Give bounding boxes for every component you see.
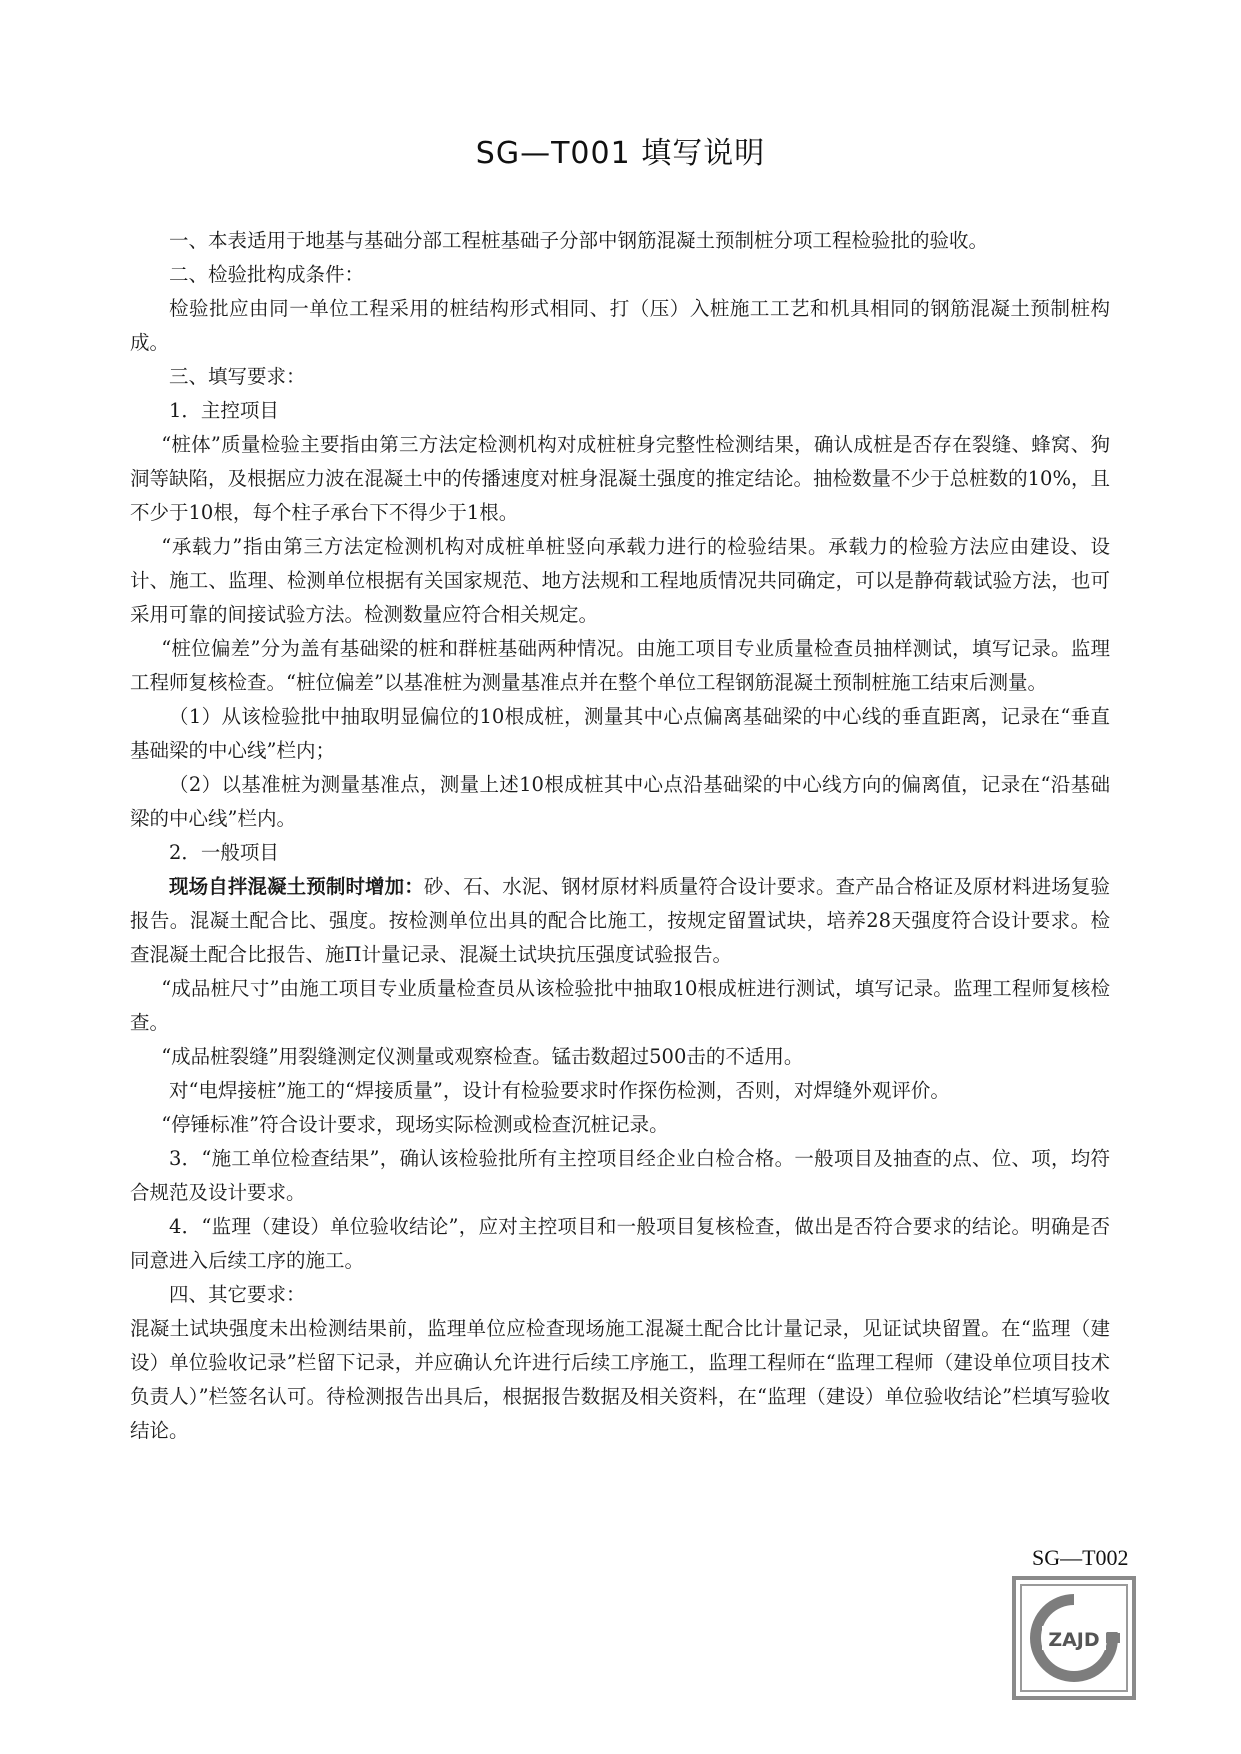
document-body	[130, 224, 1110, 1448]
logo-text: ZAJD	[1048, 1629, 1100, 1651]
paragraph-text: 一、本表适用于地基与基础分部工程桩基础子分部中钢筋混凝土预制桩分项工程检验批的验收。	[169, 229, 989, 252]
paragraph-text: 3．“施工单位检查结果”，确认该检验批所有主控项目经企业白检合格。一般项目及抽查的点、位、项，均符合规范及设计要求。	[130, 1147, 1110, 1204]
paragraph	[130, 1040, 1110, 1074]
paragraph	[130, 1312, 1110, 1448]
paragraph-lead: 现场自拌混凝土预制时增加：	[169, 875, 424, 898]
page-title: SG—T001 填写说明	[475, 136, 766, 171]
paragraph-text: 三、填写要求：	[169, 365, 306, 388]
paragraph-text: “停锤标准”符合设计要求，现场实际检测或检查沉桩记录。	[161, 1113, 669, 1136]
paragraph-text: （2）以基准桩为测量基准点，测量上述10根成桩其中心点沿基础梁的中心线方向的偏离值，记录在“沿基础梁的中心线”栏内。	[130, 773, 1110, 830]
paragraph-text: “桩位偏差”分为盖有基础梁的桩和群桩基础两种情况。由施工项目专业质量检查员抽样测试，填写记录。监理工程师复核检查。“桩位偏差”以基准桩为测量基准点并在整个单位工程钢筋混凝土预制桩施工结束后测量。	[130, 637, 1110, 694]
paragraph	[130, 836, 1110, 870]
paragraph-text: （1）从该检验批中抽取明显偏位的10根成桩，测量其中心点偏离基础梁的中心线的垂直距离，记录在“垂直基础梁的中心线”栏内；	[130, 705, 1110, 762]
paragraph-text: 砂、石、水泥、钢材原材料质量符合设计要求。查产品合格证及原材料进场复验报告。混凝土配合比、强度。按检测单位出具的配合比施工，按规定留置试块，培养28天强度符合设计要求。检查混凝土配合比报告、施Π计量记录、混凝土试块抗压强度试验报告。	[130, 875, 1110, 966]
zajd-logo-icon	[1012, 1576, 1136, 1700]
paragraph	[130, 224, 1110, 258]
paragraph	[130, 258, 1110, 292]
paragraph-text: “成品桩尺寸”由施工项目专业质量检查员从该检验批中抽取10根成桩进行测试，填写记录。监理工程师复核检查。	[130, 977, 1110, 1034]
paragraph	[130, 292, 1110, 360]
paragraph	[130, 870, 1110, 972]
paragraph	[130, 1210, 1110, 1278]
paragraph-text: 4．“监理（建设）单位验收结论”，应对主控项目和一般项目复核检查，做出是否符合要求的结论。明确是否同意进入后续工序的施工。	[130, 1215, 1110, 1272]
paragraph-text: 四、其它要求：	[169, 1283, 306, 1306]
paragraph	[130, 972, 1110, 1040]
paragraph	[130, 700, 1110, 768]
paragraph	[130, 632, 1110, 700]
paragraph-text: 检验批应由同一单位工程采用的桩结构形式相同、打（压）入桩施工工艺和机具相同的钢筋混凝土预制桩构成。	[130, 297, 1110, 354]
paragraph	[130, 428, 1110, 530]
paragraph-text: “桩体”质量检验主要指由第三方法定检测机构对成桩桩身完整性检测结果，确认成桩是否存在裂缝、蜂窝、狗洞等缺陷，及根据应力波在混凝土中的传播速度对桩身混凝土强度的推定结论。抽检数量不少于总桩数的10%，且不少于10根，每个柱子承台下不得少于1根。	[130, 433, 1110, 524]
paragraph	[130, 530, 1110, 632]
paragraph	[130, 1142, 1110, 1210]
paragraph-text: 混凝土试块强度未出检测结果前，监理单位应检查现场施工混凝土配合比计量记录，见证试块留置。在“监理（建设）单位验收记录”栏留下记录，并应确认允许进行后续工序施工，监理工程师在“监理工程师（建设单位项目技术负责人）”栏签名认可。待检测报告出具后，根据报告数据及相关资料，在“监理（建设）单位验收结论”栏填写验收结论。	[130, 1317, 1110, 1442]
paragraph-text: 1．主控项目	[169, 399, 279, 422]
paragraph	[130, 768, 1110, 836]
form-code-label: SG—T002	[1032, 1545, 1129, 1570]
paragraph	[130, 394, 1110, 428]
paragraph	[130, 360, 1110, 394]
paragraph	[130, 1278, 1110, 1312]
paragraph-text: 二、检验批构成条件：	[169, 263, 365, 286]
paragraph-text: “承载力”指由第三方法定检测机构对成桩单桩竖向承载力进行的检验结果。承载力的检验方法应由建设、设计、施工、监理、检测单位根据有关国家规范、地方法规和工程地质情况共同确定，可以是静荷载试验方法，也可采用可靠的间接试验方法。检测数量应符合相关规定。	[130, 535, 1110, 626]
paragraph-text: 对“电焊接桩”施工的“焊接质量”，设计有检验要求时作探伤检测，否则，对焊缝外观评价。	[169, 1079, 950, 1102]
paragraph	[130, 1108, 1110, 1142]
paragraph-text: “成品桩裂缝”用裂缝测定仪测量或观察检查。锰击数超过500击的不适用。	[161, 1045, 804, 1068]
paragraph-text: 2．一般项目	[169, 841, 279, 864]
paragraph	[130, 1074, 1110, 1108]
